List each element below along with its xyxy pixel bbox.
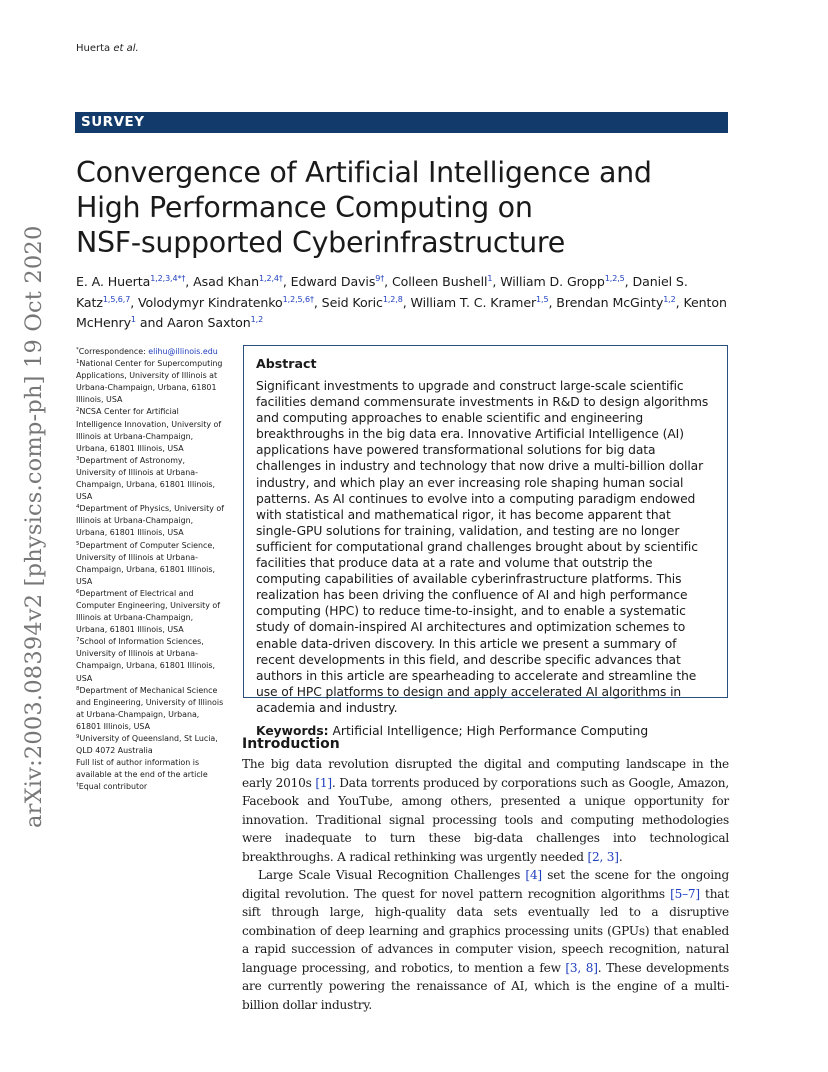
correspondence-email-link[interactable]: elihu@illinois.edu — [148, 347, 218, 356]
affiliation-text: Department of Electrical and Computer Engineering, University of Illinois at Urbana-Champaign, Urbana, 61801 Illinois, USA — [76, 588, 221, 635]
introduction-heading: Introduction — [242, 736, 340, 752]
author-name: Volodymyr Kindratenko — [138, 294, 283, 310]
author-name: E. A. Huerta — [76, 274, 151, 289]
affiliation-item — [76, 636, 226, 684]
affiliation-number: 1 — [76, 359, 80, 366]
author-separator: , — [624, 274, 633, 289]
abstract-text: Significant investments to upgrade and construct large-scale scientific facilities demand commensurate investments in R&D to design algorithms and computing approaches to enable scientific and engineering breakthroughs in the big data era. Innovative Artificial Intelligence (AI) applications have powered transformational solutions for big data challenges in industry and technology that now drive a multi-billion dollar industry, and which play an ever increasing role shaping human social patterns. As AI continues to evolve into a computing paradigm endowed with statistical and mathematical rigor, it has become apparent that single-GPU solutions for training, validation, and testing are no longer sufficient for computational grand challenges brought about by scientific facilities that produce data at a rate and volume that outstrip the computing capabilities of available cyberinfrastructure platforms. This realization has been driving the confluence of AI and high performance computing (HPC) to reduce time-to-insight, and to enable a systematic study of domain-inspired AI architectures and optimization schemes to enable data-driven discovery. In this article we present a summary of recent developments in this field, and describe specific advances that authors in this article are spearheading to accelerate and streamline the use of HPC platforms to design and apply accelerated AI algorithms in academia and industry. — [256, 379, 709, 715]
running-head — [76, 43, 139, 54]
affiliation-item — [76, 503, 226, 539]
affiliation-number: 9 — [76, 734, 80, 740]
affiliation-marker[interactable]: 1,2,3,4*† — [150, 274, 186, 283]
section-label: SURVEY — [81, 114, 145, 130]
citation-link[interactable]: [1] — [315, 775, 332, 790]
author-separator: , — [402, 294, 411, 310]
affiliations-sidebar — [76, 346, 226, 793]
affiliation-marker[interactable]: 1,2 — [250, 315, 264, 324]
section-label-bar — [75, 112, 728, 133]
affiliation-number: 6 — [76, 588, 80, 595]
author — [291, 274, 392, 289]
affiliation-marker[interactable]: 1,2 — [663, 294, 676, 304]
author-name: Asad Khan — [193, 274, 260, 289]
affiliation-number: 2 — [76, 407, 80, 414]
affiliation-marker[interactable]: 9† — [375, 274, 385, 283]
affiliation-text: Department of Astronomy, University of Illinois at Urbana-Champaign, Urbana, 61801 Illinois, USA — [76, 455, 215, 502]
paragraph-text: that sift through large, high-quality data sets eventually led to a disruptive combination of deep learning and graphics processing units (GPUs) that enabled a rapid succession of advances in computer vision, speech recognition, natural language processing, and robotics, to mention a few — [242, 886, 729, 975]
affiliation-marker[interactable]: 1 — [487, 274, 493, 283]
affiliation-item — [76, 406, 226, 454]
affiliation-item — [76, 455, 226, 503]
author-separator: , — [492, 274, 501, 289]
author — [500, 274, 632, 289]
affiliation-list — [76, 358, 226, 757]
title-line: NSF-supported Cyberinfrastructure — [76, 226, 565, 259]
affiliation-text: National Center for Supercomputing Applications, University of Illinois at Urbana-Champaign, Urbana, 61801 Illinois, USA — [76, 359, 223, 405]
author-separator: , — [675, 294, 684, 310]
affiliation-number: 3 — [76, 455, 80, 462]
affiliation-marker[interactable]: 1,2,5,6† — [282, 294, 314, 304]
author-name: William D. Gropp — [500, 274, 605, 289]
author — [322, 295, 411, 310]
affiliation-number: 7 — [76, 637, 80, 644]
author-separator: and — [135, 315, 168, 330]
paragraph-text: Large Scale Visual Recognition Challenges — [258, 868, 526, 882]
citation-link[interactable]: [4] — [525, 868, 542, 882]
abstract-box — [243, 345, 728, 738]
author — [167, 315, 263, 330]
introduction-paragraph — [242, 755, 729, 866]
correspondence-note — [76, 346, 226, 358]
equal-contributor-text: Equal contributor — [78, 782, 148, 792]
author-separator: , — [130, 294, 139, 310]
author-separator: , — [313, 294, 322, 310]
affiliation-marker[interactable]: 1 — [130, 315, 136, 324]
affiliation-marker[interactable]: 1,2,5 — [604, 274, 625, 283]
affiliation-text: Department of Physics, University of Illinois at Urbana-Champaign, Urbana, 61801 Illinois, USA — [76, 504, 224, 538]
author — [193, 274, 291, 289]
citation-link[interactable]: [2, 3] — [587, 849, 619, 864]
author-name: Daniel S. Katz — [76, 274, 688, 310]
author-name: William T. C. Kramer — [410, 294, 537, 310]
title-line: Convergence of Artificial Intelligence and — [76, 156, 652, 189]
paper-title — [76, 155, 726, 260]
introduction-body — [242, 755, 729, 1014]
running-head-suffix: et al. — [113, 43, 139, 54]
affiliation-item — [76, 733, 226, 757]
correspondence-label: Correspondence: — [78, 347, 149, 356]
affiliation-item — [76, 540, 226, 588]
author-separator: , — [384, 274, 392, 289]
author-name: Aaron Saxton — [167, 315, 251, 330]
author — [411, 295, 557, 310]
arxiv-stamp: arXiv:2003.08394v2 [physics.comp-ph] 19 Oct 2020 — [21, 225, 47, 828]
author-list — [76, 272, 736, 334]
affiliation-marker[interactable]: 1,2,4† — [259, 274, 283, 283]
paragraph-text: . Data torrents produced by corporations such as Google, Amazon, Facebook and YouTube, among others, presented a unique opportunity for innovation. Traditional signal processing tools and computing methodologies were inadequate to turn these big-data challenges into technological breakthroughs. A radical rethinking was urgently needed — [242, 775, 730, 864]
affiliation-number: 5 — [76, 540, 80, 547]
author-name: Brendan McGinty — [556, 294, 664, 310]
equal-contributor-mark: † — [76, 782, 79, 789]
author-separator: , — [282, 274, 291, 289]
author-name: Colleen Bushell — [391, 274, 488, 289]
affiliation-text: University of Queensland, St Lucia, QLD 4072 Australia — [76, 734, 218, 756]
affiliation-item — [76, 588, 226, 636]
equal-contributor-note — [76, 781, 226, 793]
author — [138, 295, 322, 310]
affiliation-number: 8 — [76, 685, 80, 692]
keywords-label: Keywords: — [256, 723, 329, 738]
abstract-heading: Abstract — [256, 356, 317, 371]
author — [76, 274, 193, 289]
title-line: High Performance Computing on — [76, 191, 533, 224]
author-info-note: Full list of author information is available at the end of the article — [76, 758, 208, 780]
author-separator: , — [185, 274, 194, 289]
affiliation-item — [76, 358, 226, 406]
author — [556, 295, 683, 310]
paragraph-text: . These developments are currently powering the renaissance of AI, which is the engine of a multi-billion dollar industry. — [242, 960, 729, 1012]
citation-link[interactable]: [3, 8] — [565, 960, 598, 975]
affiliation-text: Department of Computer Science, University of Illinois at Urbana-Champaign, Urbana, 61801 Illinois, USA — [76, 540, 215, 586]
affiliation-text: Department of Mechanical Science and Engineering, University of Illinois at Urbana-Champaign, Urbana, 61801 Illinois, USA — [76, 685, 224, 731]
affiliation-text: School of Information Sciences, University of Illinois at Urbana-Champaign, Urbana, 61801 Illinois, USA — [76, 637, 215, 683]
affiliation-text: NCSA Center for Artificial Intelligence Innovation, University of Illinois at Urbana-Champaign, Urbana, 61801 Illinois, USA — [76, 407, 222, 453]
paragraph-text: set the scene for the ongoing digital revolution. The quest for novel pattern recognition algorithms — [242, 868, 729, 901]
author — [392, 274, 500, 289]
affiliation-marker[interactable]: 1,5 — [536, 294, 549, 304]
correspondence-mark: * — [76, 347, 79, 353]
affiliation-marker[interactable]: 1,2,8 — [382, 294, 403, 304]
citation-link[interactable]: [5–7] — [670, 886, 700, 901]
author-separator: , — [548, 294, 557, 310]
keywords-text: Artificial Intelligence; High Performance Computing — [332, 723, 649, 738]
affiliation-number: 4 — [76, 504, 80, 511]
affiliation-item — [76, 685, 226, 733]
paragraph-text: The big data revolution disrupted the digital and computing landscape in the early 2010s — [242, 757, 729, 790]
paragraph-text: . — [618, 849, 623, 864]
running-head-name: Huerta — [76, 43, 111, 54]
author-name: Seid Koric — [321, 294, 383, 310]
author-name: Edward Davis — [290, 274, 376, 289]
author-name: Kenton McHenry — [76, 294, 727, 330]
affiliation-marker[interactable]: 1,5,6,7 — [102, 294, 131, 304]
introduction-paragraph — [242, 866, 729, 1014]
